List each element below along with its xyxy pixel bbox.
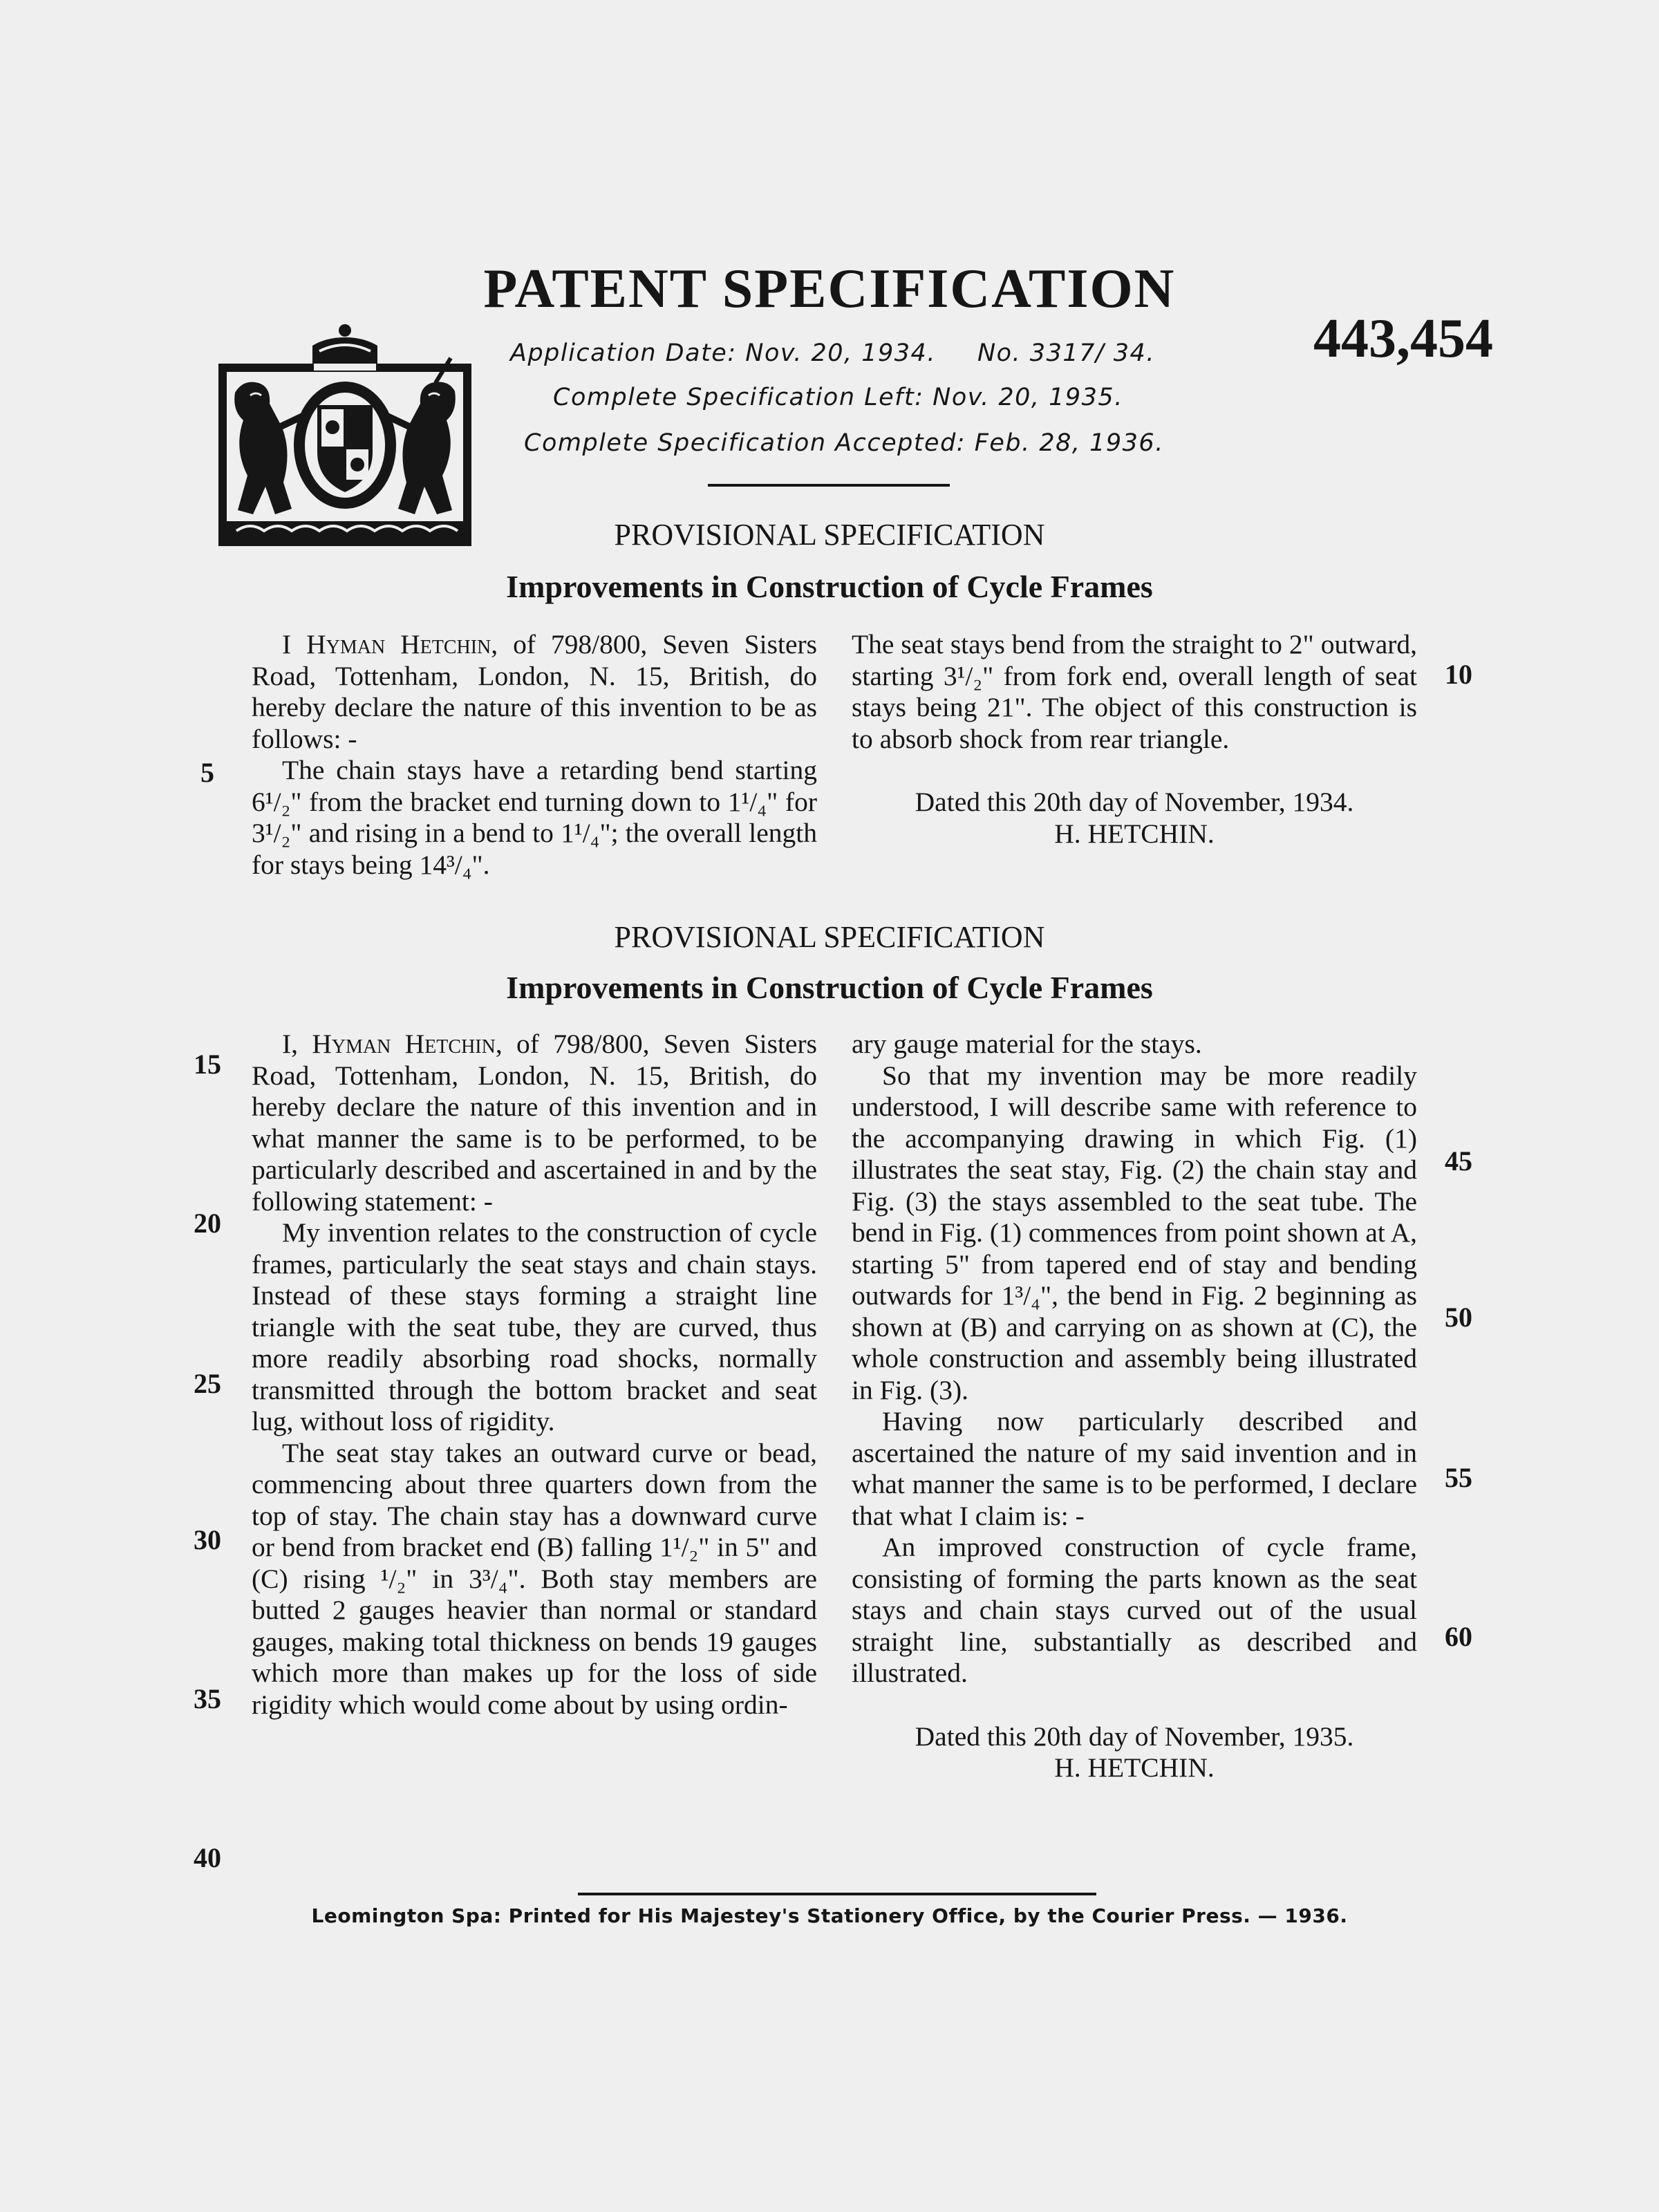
line-number: 25 <box>194 1368 221 1399</box>
section2-dated: Dated this 20th day of November, 1935. <box>915 1721 1354 1752</box>
inventor-name: Hyman Hetchin <box>312 1029 496 1059</box>
inventor-name: I Hyman Hetchin <box>282 629 491 659</box>
line-number: 45 <box>1445 1145 1472 1177</box>
line-number: 50 <box>1445 1302 1472 1333</box>
complete-specification-accepted: Complete Specification Accepted: Feb. 28, 1936. <box>524 429 1164 457</box>
section1-column-right <box>852 629 1417 850</box>
section1-signature: H. HETCHIN. <box>1054 818 1215 849</box>
section2-heading: PROVISIONAL SPECIFICATION <box>614 920 1045 954</box>
section2-subheading: Improvements in Construction of Cycle Frames <box>506 970 1153 1005</box>
line-number: 20 <box>194 1208 221 1239</box>
line-number: 5 <box>200 757 214 788</box>
section2-paragraph-4: ary gauge material for the stays. <box>852 1029 1202 1059</box>
section1-dated: Dated this 20th day of November, 1934. <box>915 787 1354 817</box>
section2-paragraph-7: An improved construction of cycle frame, consisting of forming the parts known as the seat stays and chain stays curved out of the usual straight line, substantially as described and illustrated. <box>852 1532 1417 1688</box>
spacer <box>852 755 1417 787</box>
section2-paragraph-2: My invention relates to the construction of cycle frames, particularly the seat stays and chain stays. Instead of these stays forming a straight line triangle with the seat tube, they are curved, thus more readily absorbing road shocks, normally transmitted through the bottom bracket and seat lug, without loss of rigidity. <box>252 1217 817 1436</box>
line-number: 40 <box>194 1842 221 1873</box>
section2-paragraph-6: Having now particularly described and ascertained the nature of my said invention and in what manner the same is to be performed, I declare that what I claim is: - <box>852 1406 1417 1531</box>
line-number: 55 <box>1445 1462 1472 1493</box>
printer-imprint: Leomington Spa: Printed for His Majestey's Stationery Office, by the Courier Press. — 1936. <box>311 1904 1348 1927</box>
section2-column-right <box>852 1029 1417 1784</box>
section2-paragraph-3: The seat stay takes an outward curve or bead, commencing about three quarters down from the top of stay. The chain stay has a downward curve or bend from bracket end (B) falling 1¹/₂" in 5" and (C) rising ¹/₂" in 3³/₄". Both stay members are butted 2 gauges heavier than normal or standard gauges, making total thickness on bends 19 gauges which more than makes up for the loss of side rigidity which would come about by using ordin- <box>252 1437 817 1720</box>
line-number: 10 <box>1445 659 1472 690</box>
line-number: 15 <box>194 1049 221 1080</box>
header-divider <box>708 484 950 487</box>
section1-column-left <box>252 629 817 881</box>
line-number: 60 <box>1445 1621 1472 1652</box>
royal-coat-of-arms-icon <box>216 324 474 549</box>
application-date-line <box>510 341 1155 366</box>
paragraph-text: , of 798/800, Seven Sisters Road, Tottenham, London, N. 15, British, do hereby declare the nature of this invention to be as follows: - <box>252 629 817 754</box>
complete-specification-left: Complete Specification Left: Nov. 20, 1935. <box>553 384 1123 411</box>
paragraph-text: , of 798/800, Seven Sisters Road, Tottenham, London, N. 15, British, do hereby declare the nature of this invention and in what manner the same is to be performed, to be particularly described and ascertained in and by the following statement: - <box>252 1029 817 1217</box>
application-date: Application Date: Nov. 20, 1934. <box>510 339 936 367</box>
patent-title: PATENT SPECIFICATION <box>483 259 1176 319</box>
section1-paragraph-2: The chain stays have a retarding bend starting 6¹/₂" from the bracket end turning down to 1¹/₄" for 3¹/₂" and rising in a bend to 1¹/₄"; the overall length for stays being 14³/₄". <box>252 755 817 880</box>
spacer <box>852 1689 1417 1721</box>
paragraph-text: I, <box>282 1029 312 1059</box>
patent-number: 443,454 <box>1313 308 1493 369</box>
line-number: 35 <box>194 1683 221 1714</box>
application-number: No. 3317/ 34. <box>977 339 1155 367</box>
section2-paragraph-5: So that my invention may be more readily understood, I will describe same with reference to the accompanying drawing in which Fig. (1) illustrates the seat stay, Fig. (2) the chain stay and Fig. (3) the stays assembled to the seat tube. The bend in Fig. (1) commences from point shown at A, starting 5" from tapered end of stay and bending outwards for 1³/₄", the bend in Fig. 2 beginning as shown at (B) and carrying on as shown at (C), the whole construction and assembly being illustrated in Fig. (3). <box>852 1060 1417 1405</box>
section2-column-left <box>252 1029 817 1721</box>
section1-heading: PROVISIONAL SPECIFICATION <box>614 518 1045 552</box>
section1-subheading: Improvements in Construction of Cycle Frames <box>506 569 1153 604</box>
section2-signature: H. HETCHIN. <box>1054 1752 1215 1783</box>
footer-divider <box>578 1893 1096 1895</box>
section1-paragraph-1 <box>252 629 817 755</box>
section2-paragraph-1 <box>252 1029 817 1217</box>
line-number: 30 <box>194 1524 221 1555</box>
section1-paragraph-3: The seat stays bend from the straight to 2" outward, starting 3¹/₂" from fork end, overall length of seat stays being 21". The object of this construction is to absorb shock from rear triangle. <box>852 629 1417 754</box>
